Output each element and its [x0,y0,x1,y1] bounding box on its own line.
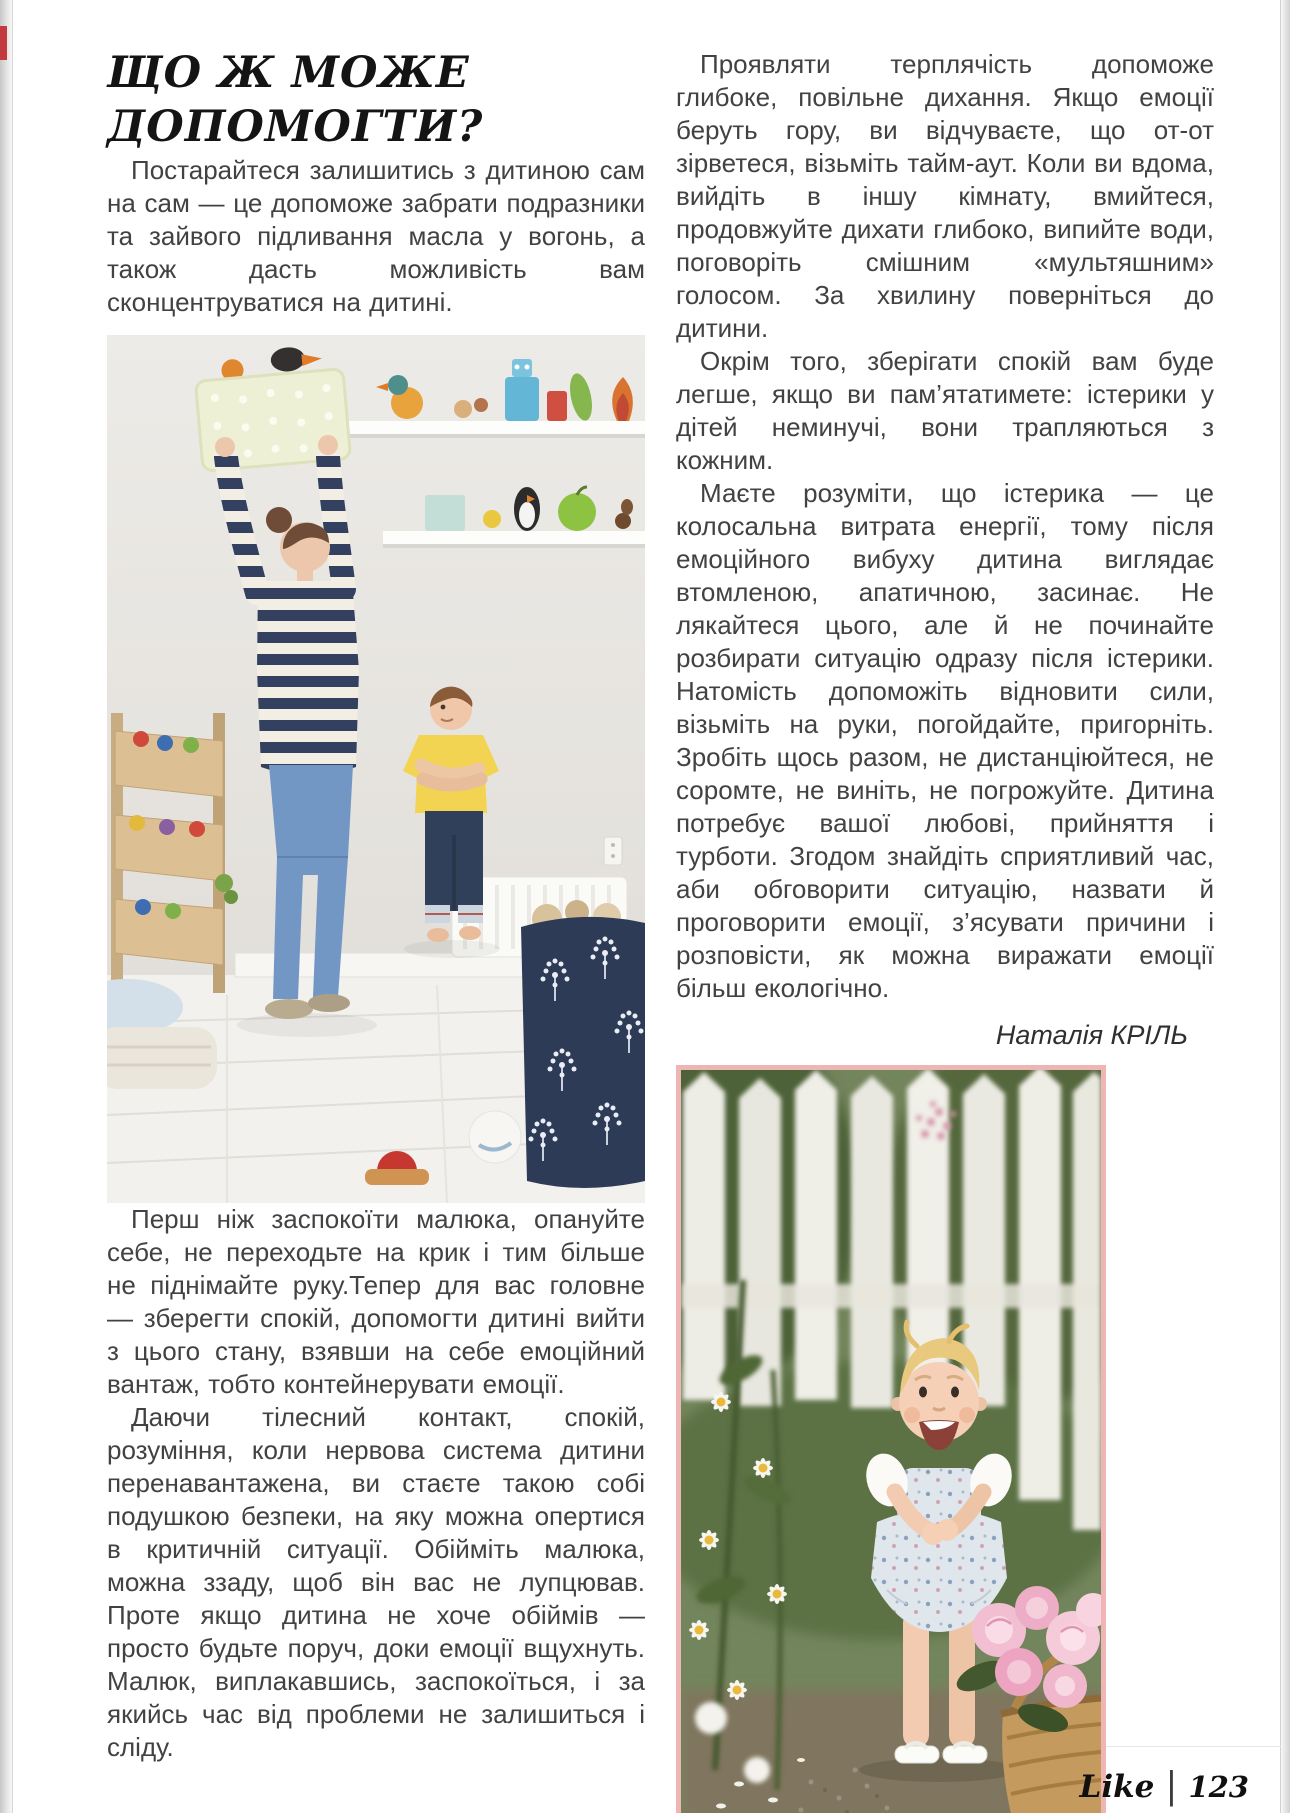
page-number: 123 [1188,1770,1249,1804]
page-footer [1079,1766,1249,1807]
crochet-toy [224,890,238,904]
paragraph-right-2: Окрім того, зберігати спокій вам буде легше, якщо ви пам’ятатимете: істерики у дітей неминучі, вони трапляються з кожним. [676,346,1214,475]
crochet-toy [215,874,233,892]
left-column [107,46,645,1764]
author-byline: Наталія КРІЛЬ [995,1020,1188,1050]
toy-box [425,495,465,531]
toy-penguin [514,487,540,531]
right-column [676,48,1214,1813]
magazine-logo: Like [1079,1769,1155,1805]
playroom-photo [107,335,645,1203]
paragraph-right-3: Маєте розуміти, що істерика — це колосальна витрата енергії, тому після емоційного вибуху дитина виглядає втомленою, апатичною, засинає. Не лякайтеся цього, але й не починайте розбирати ситуацію одразу після істерики. Натомість допоможіть відновити сили, візьміть на руки, погойдайте, пригорніть. Зробіть щось разом, не дистанціюйтеся, не соромте, не виніть, не погрожуйте. Дитина потребує вашої любові, прийняття і турботи. Згодом знайдіть сприятливий час, аби обговорити ситуацію, назвати й проговорити емоції, з’ясувати причини і розповісти, як можна виражати емоції більш екологічно. [676,478,1214,1003]
footer-divider: | [1165,1766,1178,1807]
page-edge-right [1280,0,1290,1813]
article-heading [107,46,645,154]
red-edge-marker [0,26,7,60]
paragraph-left-3: Даючи тілесний контакт, спокій, розуміння, коли нервова система дитини перенавантажена, ви стаєте такою собі подушкою безпеки, на яку можна опертися в критичній ситуації. Обійміть малюка, можна ззаду, щоб він вас не лупцював. Проте якщо дитина не хоче обіймів — просто будьте поруч, доки емоції вщухнуть. Малюк, виплакавшись, заспокоїться, і за якийсь час від проблеми не залишиться і сліду. [107,1402,645,1762]
paragraph-intro: Постарайтеся залишитись з дитиною сам на сам — це допоможе забрати подразники та зайвого підливання масла у вогонь, а також дасть можливість вам сконцентруватися на дитині. [107,155,645,317]
paragraph-right-1: Проявляти терплячість допоможе глибоке, повільне дихання. Якщо емоції беруть гору, ви відчуваєте, що от-от зірветеся, візьміть тайм-аут. Коли ви вдома, вийдіть в іншу кімнату, вмийтеся, продовжуйте дихати глибоко, випийте води, поговоріть смішним «мультяшним» голосом. За хвилину поверніться до дитини. [676,49,1214,343]
wooden-toy-bins [111,713,238,993]
toy-duck [483,510,501,528]
paragraph-left-2: Перш ніж заспокоїти малюка, опануйте себе, не переходьте на крик і тим більше не піднімайте руку.Тепер для вас головне — зберегти спокій, допомогти дитині вийти з цього стану, взявши на себе емоційний вантаж, тобто контейнерувати емоції. [107,1204,645,1399]
laundry-bag [521,900,645,1188]
page-edge-left [0,0,13,1813]
toy-figure [454,400,472,418]
heading-line-1: ЩО Ж МОЖЕ [107,48,470,98]
toy-figure [474,398,488,412]
garden-photo [676,1065,1106,1813]
heading-line-2: ДОПОМОГТИ? [107,102,484,152]
